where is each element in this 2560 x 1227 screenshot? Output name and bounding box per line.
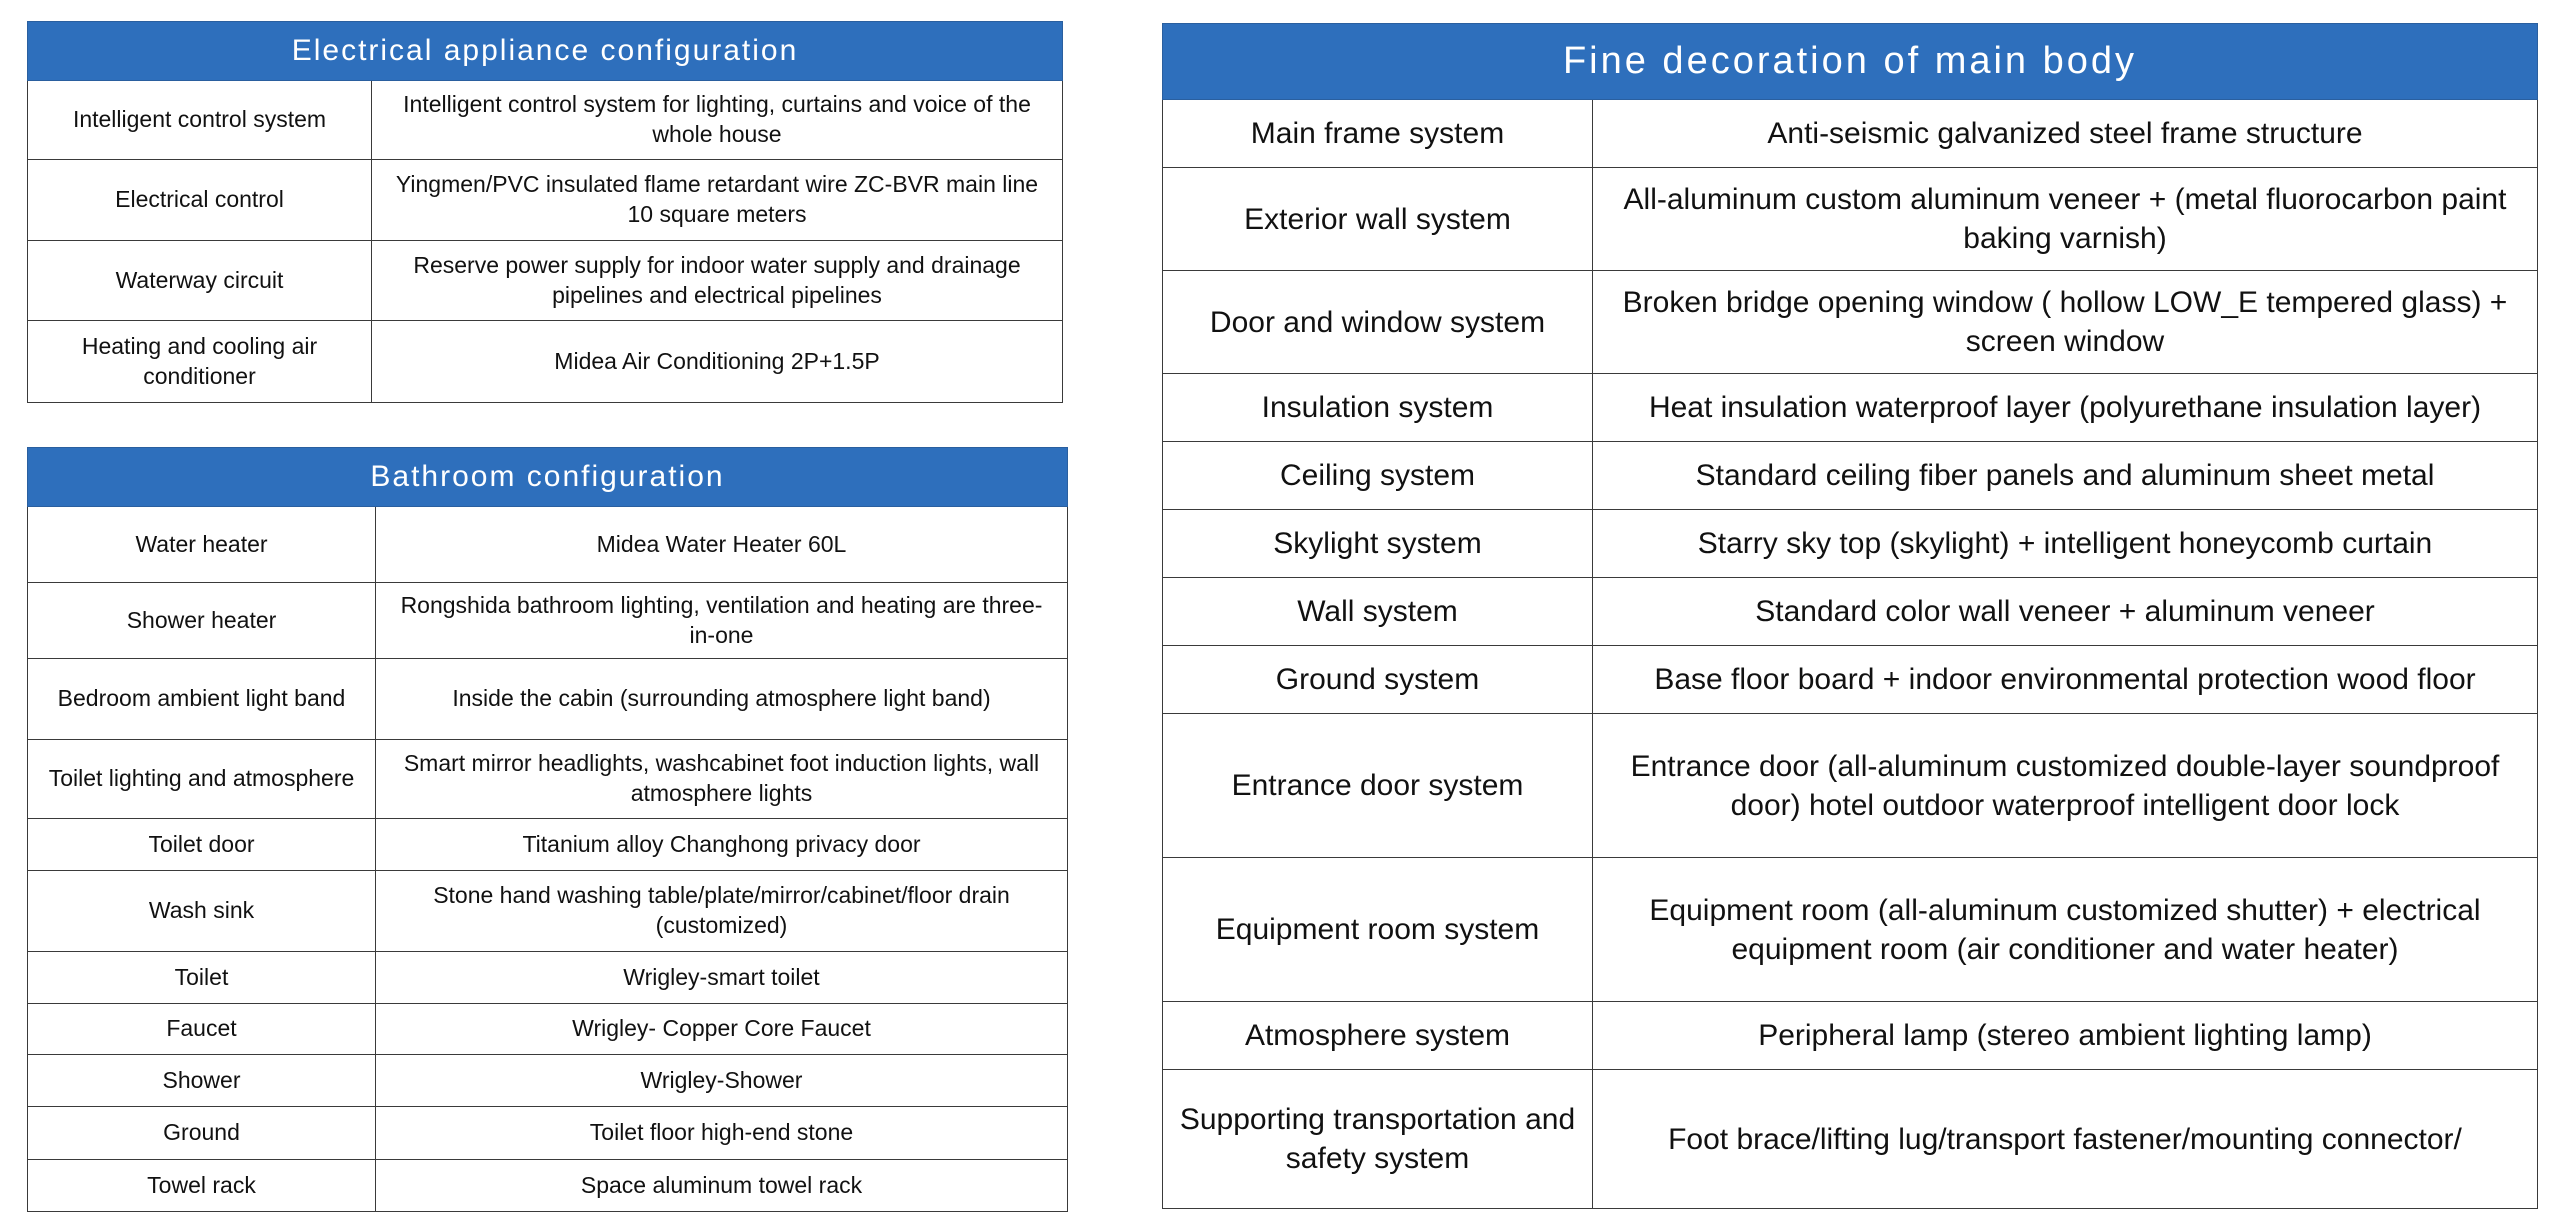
table-row: [28, 1160, 1068, 1212]
row-detail: Yingmen/PVC insulated flame retardant wire ZC-BVR main line 10 square meters: [372, 160, 1063, 241]
row-detail: Broken bridge opening window ( hollow LOW_E tempered glass) + screen window: [1593, 271, 2538, 374]
table-row: [1163, 442, 2538, 510]
row-detail: Stone hand washing table/plate/mirror/cabinet/floor drain (customized): [376, 871, 1068, 952]
row-item: Electrical control: [28, 160, 372, 241]
fine-decoration-table: [1162, 23, 2538, 1209]
row-item: Ground: [28, 1107, 376, 1160]
table-row: [1163, 100, 2538, 168]
table-row: [1163, 168, 2538, 271]
row-detail: Anti-seismic galvanized steel frame structure: [1593, 100, 2538, 168]
table-row: [1163, 1002, 2538, 1070]
table-row: [28, 1107, 1068, 1160]
row-detail: Space aluminum towel rack: [376, 1160, 1068, 1212]
row-detail: Wrigley- Copper Core Faucet: [376, 1004, 1068, 1055]
row-item: Ceiling system: [1163, 442, 1593, 510]
row-detail: Entrance door (all-aluminum customized double-layer soundproof door) hotel outdoor waterproof intelligent door lock: [1593, 714, 2538, 858]
row-detail: Inside the cabin (surrounding atmosphere light band): [376, 659, 1068, 740]
bathroom-config-panel: [27, 447, 1068, 1212]
row-detail: Toilet floor high-end stone: [376, 1107, 1068, 1160]
table-row: [1163, 1070, 2538, 1209]
electrical-config-table: [27, 21, 1063, 403]
row-item: Supporting transportation and safety system: [1163, 1070, 1593, 1209]
table-row: [28, 1055, 1068, 1107]
table-row: [28, 659, 1068, 740]
table-row: [1163, 578, 2538, 646]
row-item: Equipment room system: [1163, 858, 1593, 1002]
row-item: Insulation system: [1163, 374, 1593, 442]
table-row: [28, 507, 1068, 583]
table-row: [1163, 374, 2538, 442]
row-item: Towel rack: [28, 1160, 376, 1212]
row-item: Wall system: [1163, 578, 1593, 646]
table-row: [28, 81, 1063, 160]
fine-decoration-title: Fine decoration of main body: [1163, 24, 2538, 100]
table-row: [28, 160, 1063, 241]
row-item: Atmosphere system: [1163, 1002, 1593, 1070]
row-item: Intelligent control system: [28, 81, 372, 160]
row-detail: Titanium alloy Changhong privacy door: [376, 819, 1068, 871]
row-detail: Peripheral lamp (stereo ambient lighting lamp): [1593, 1002, 2538, 1070]
row-item: Toilet lighting and atmosphere: [28, 740, 376, 819]
row-detail: Foot brace/lifting lug/transport fastener/mounting connector/: [1593, 1070, 2538, 1209]
fine-decoration-panel: [1162, 23, 2538, 1209]
row-item: Entrance door system: [1163, 714, 1593, 858]
bathroom-config-title: Bathroom configuration: [28, 448, 1068, 507]
row-item: Skylight system: [1163, 510, 1593, 578]
row-detail: Starry sky top (skylight) + intelligent honeycomb curtain: [1593, 510, 2538, 578]
row-detail: Midea Air Conditioning 2P+1.5P: [372, 321, 1063, 403]
table-row: [28, 819, 1068, 871]
row-detail: All-aluminum custom aluminum veneer + (metal fluorocarbon paint baking varnish): [1593, 168, 2538, 271]
row-item: Main frame system: [1163, 100, 1593, 168]
table-row: [28, 1004, 1068, 1055]
table-row: [28, 321, 1063, 403]
row-item: Faucet: [28, 1004, 376, 1055]
row-item: Heating and cooling air conditioner: [28, 321, 372, 403]
row-item: Shower: [28, 1055, 376, 1107]
table-row: [1163, 858, 2538, 1002]
row-detail: Intelligent control system for lighting, curtains and voice of the whole house: [372, 81, 1063, 160]
row-item: Toilet: [28, 952, 376, 1004]
table-row: [28, 241, 1063, 321]
row-item: Waterway circuit: [28, 241, 372, 321]
table-row: [28, 583, 1068, 659]
row-item: Door and window system: [1163, 271, 1593, 374]
row-detail: Equipment room (all-aluminum customized shutter) + electrical equipment room (air conditioner and water heater): [1593, 858, 2538, 1002]
row-detail: Rongshida bathroom lighting, ventilation and heating are three-in-one: [376, 583, 1068, 659]
table-row: [1163, 271, 2538, 374]
row-detail: Wrigley-smart toilet: [376, 952, 1068, 1004]
table-row: [1163, 510, 2538, 578]
row-item: Water heater: [28, 507, 376, 583]
row-detail: Standard color wall veneer + aluminum veneer: [1593, 578, 2538, 646]
row-item: Shower heater: [28, 583, 376, 659]
row-detail: Midea Water Heater 60L: [376, 507, 1068, 583]
row-item: Wash sink: [28, 871, 376, 952]
row-item: Ground system: [1163, 646, 1593, 714]
row-detail: Standard ceiling fiber panels and aluminum sheet metal: [1593, 442, 2538, 510]
table-row: [1163, 714, 2538, 858]
electrical-config-title: Electrical appliance configuration: [28, 22, 1063, 81]
row-item: Toilet door: [28, 819, 376, 871]
row-detail: Heat insulation waterproof layer (polyurethane insulation layer): [1593, 374, 2538, 442]
table-row: [1163, 646, 2538, 714]
row-detail: Smart mirror headlights, washcabinet foot induction lights, wall atmosphere lights: [376, 740, 1068, 819]
row-detail: Wrigley-Shower: [376, 1055, 1068, 1107]
electrical-config-panel: [27, 21, 1063, 403]
row-item: Exterior wall system: [1163, 168, 1593, 271]
table-row: [28, 871, 1068, 952]
bathroom-config-table: [27, 447, 1068, 1212]
row-detail: Base floor board + indoor environmental protection wood floor: [1593, 646, 2538, 714]
table-row: [28, 952, 1068, 1004]
table-row: [28, 740, 1068, 819]
row-item: Bedroom ambient light band: [28, 659, 376, 740]
row-detail: Reserve power supply for indoor water supply and drainage pipelines and electrical pipelines: [372, 241, 1063, 321]
